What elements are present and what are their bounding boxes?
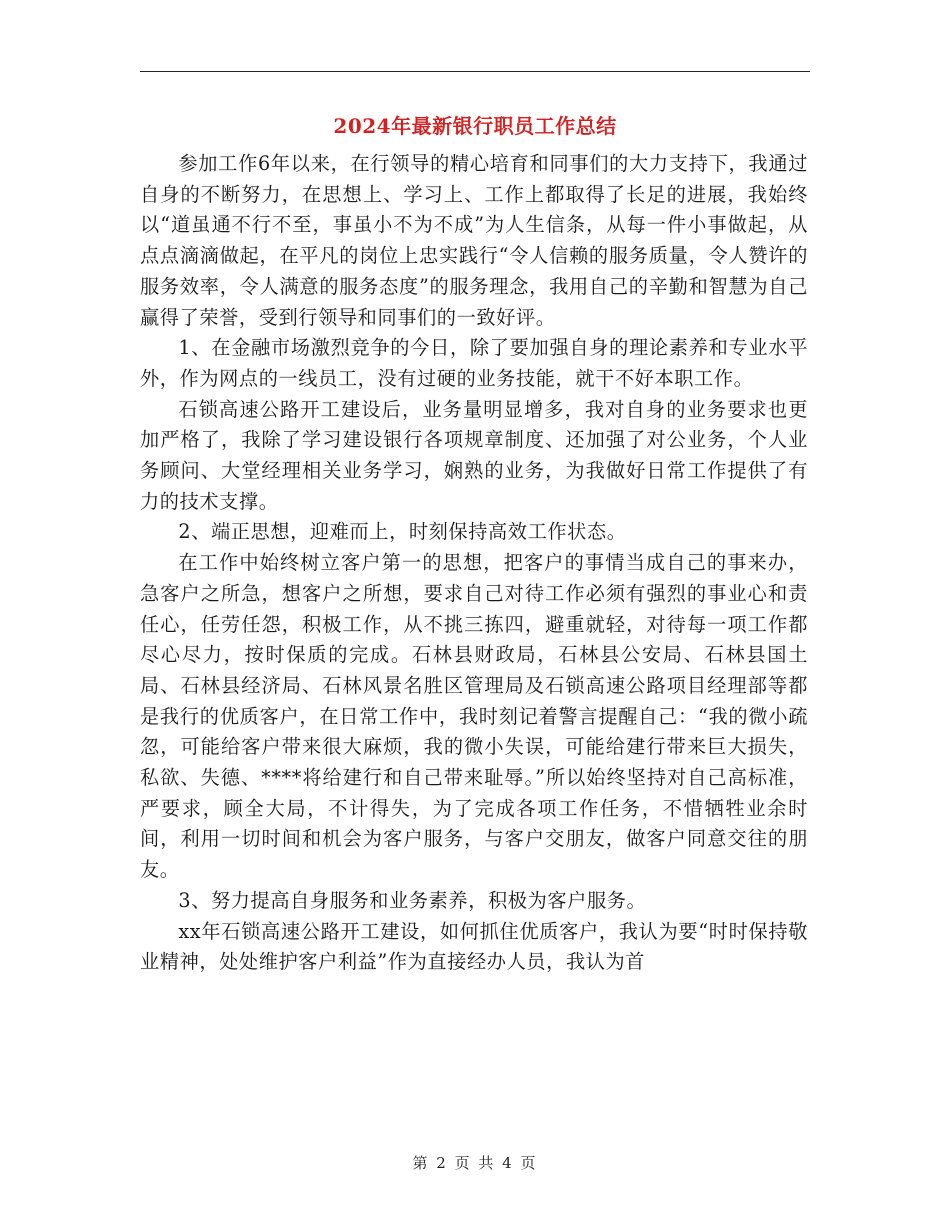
paragraph-point-3: 3、努力提高自身服务和业务素养，积极为客户服务。 [178,888,647,912]
paragraph-point-1-detail: 石锁高速公路开工建设后，业务量明显增多，我对自身的业务要求也更加严格了，我除了学习建设银行各项规章制度、还加强了对公业务，个人业务顾问、大堂经理相关业务学习，娴熟的业务，为我做好日常工作提供了有力的技术支撑。 [140,397,808,513]
document-title: 2024年最新银行职员工作总结 [333,114,617,138]
paragraph-point-1: 1、在金融市场激烈竞争的今日，除了要加强自身的理论素养和专业水平外，作为网点的一线员工，没有过硬的业务技能，就干不好本职工作。 [140,336,808,390]
paragraph-intro: 参加工作6年以来，在行领导的精心培育和同事们的大力支持下，我通过自身的不断努力，在思想上、学习上、工作上都取得了长足的进展，我始终以“道虽通不行不至，事虽小不为不成”为人生信条，从每一件小事做起，从点点滴滴做起，在平凡的岗位上忠实践行“令人信赖的服务质量，令人赞许的服务效率，令人满意的服务态度”的服务理念，我用自己的辛勤和智慧为自己赢得了荣誉，受到行领导和同事们的一致好评。 [140,152,808,329]
document-body [140,149,808,978]
paragraph-point-2: 2、端正思想，迎难而上，时刻保持高效工作状态。 [178,520,627,544]
page-number-footer: 第 2 页 共 4 页 [412,1154,538,1172]
header-rule [140,71,810,72]
paragraph-point-3-detail: xx年石锁高速公路开工建设，如何抓住优质客户，我认为要“时时保持敬业精神，处处维护客户利益”作为直接经办人员，我认为首 [140,919,808,974]
paragraph-point-2-detail: 在工作中始终树立客户第一的思想，把客户的事情当成自己的事来办，急客户之所急，想客户之所想，要求自己对待工作必须有强烈的事业心和责任心，任劳任怨，积极工作，从不挑三拣四，避重就轻，对待每一项工作都尽心尽力，按时保质的完成。石林县财政局，石林县公安局、石林县国土局、石林县经济局、石林风景名胜区管理局及石锁高速公路项目经理部等都是我行的优质客户，在日常工作中，我时刻记着警言提醒自己：“我的微小疏忽，可能给客户带来很大麻烦，我的微小失误，可能给建行带来巨大损失，私欲、失德、****将给建行和自己带来耻辱。”所以始终坚持对自己高标准，严要求，顾全大局，不计得失，为了完成各项工作任务，不惜牺牲业余时间，利用一切时间和机会为客户服务，与客户交朋友，做客户同意交往的朋友。 [140,551,808,882]
